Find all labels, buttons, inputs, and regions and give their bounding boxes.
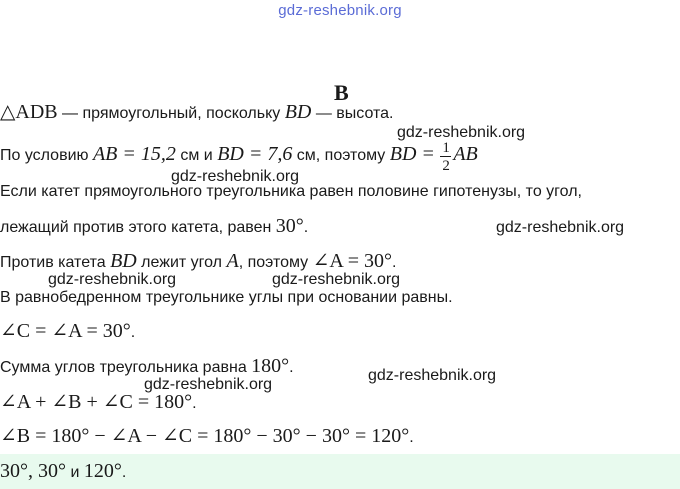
math-180deg: 180° — [251, 355, 290, 377]
text: По условию — [0, 147, 93, 164]
math-angle-sum: ∠A + ∠B + ∠C = 180° — [0, 391, 193, 413]
clipped-heading-glyph: В — [334, 80, 349, 105]
text: Если катет прямоугольного треугольника равен половине гипотенузы, то угол, — [0, 183, 582, 200]
text: см и — [175, 147, 218, 164]
math-angle-b: ∠B = 180° − ∠A − ∠C = 180° − 30° − 30° = 120° — [0, 425, 410, 447]
text: . — [409, 429, 414, 446]
solution-line-9 — [0, 391, 197, 415]
text: . — [303, 219, 309, 236]
answer-line — [0, 460, 126, 484]
watermark: gdz-reshebnik.org — [171, 168, 300, 185]
solution-line-4 — [0, 215, 308, 239]
watermark: gdz-reshebnik.org — [48, 271, 177, 288]
text: В равнобедренном треугольнике углы при основании равны. — [0, 289, 453, 306]
text: — прямоугольный, поскольку — [57, 105, 285, 122]
watermark: gdz-reshebnik.org — [272, 271, 401, 288]
fraction-numerator: 1 — [442, 139, 450, 156]
solution-line-2 — [0, 139, 478, 174]
text: . — [192, 395, 197, 412]
watermark: gdz-reshebnik.org — [144, 376, 273, 393]
math-30deg: 30° — [275, 215, 304, 237]
math-answer-angles: 30°, 30° — [0, 460, 66, 482]
text: . — [289, 359, 294, 376]
answer-box — [0, 454, 680, 489]
math-answer-120: 120° — [83, 460, 122, 482]
fraction-denominator: 2 — [442, 157, 450, 174]
text: . — [392, 254, 397, 271]
math-ab: AB — [453, 143, 478, 165]
watermark: gdz-reshebnik.org — [496, 219, 625, 236]
watermark: gdz-reshebnik.org — [397, 124, 526, 141]
text: . — [121, 464, 127, 481]
text: Против катета — [0, 254, 111, 271]
math-ab-value: AB = 15,2 — [92, 143, 176, 165]
math-a: A — [226, 250, 239, 272]
text: см, поэтому — [292, 147, 390, 164]
math-bd: BD — [110, 250, 137, 272]
math-angle-equality: ∠C = ∠A = 30° — [0, 320, 131, 342]
watermark: gdz-reshebnik.org — [368, 367, 497, 384]
solution-line-7 — [0, 320, 135, 344]
text: — высота. — [311, 105, 394, 122]
solution-line-1 — [0, 101, 394, 125]
text: лежит угол — [136, 254, 227, 271]
solution-line-6 — [0, 287, 453, 309]
text: . — [130, 324, 136, 341]
text: и — [66, 464, 84, 481]
triangle-adb: △ADB — [0, 101, 58, 123]
math-bd: BD — [284, 101, 312, 123]
header-watermark: gdz-reshebnik.org — [278, 2, 402, 19]
math-bd-value: BD = 7,6 — [217, 143, 293, 165]
text: , поэтому — [238, 254, 313, 271]
solution-line-10 — [0, 425, 414, 449]
math-bd-eq: BD = — [389, 143, 435, 165]
text: Сумма углов треугольника равна — [0, 359, 252, 376]
text: лежащий против этого катета, равен — [0, 219, 276, 236]
math-angle-a: ∠A = 30° — [312, 250, 392, 272]
fraction-one-half — [439, 139, 453, 174]
